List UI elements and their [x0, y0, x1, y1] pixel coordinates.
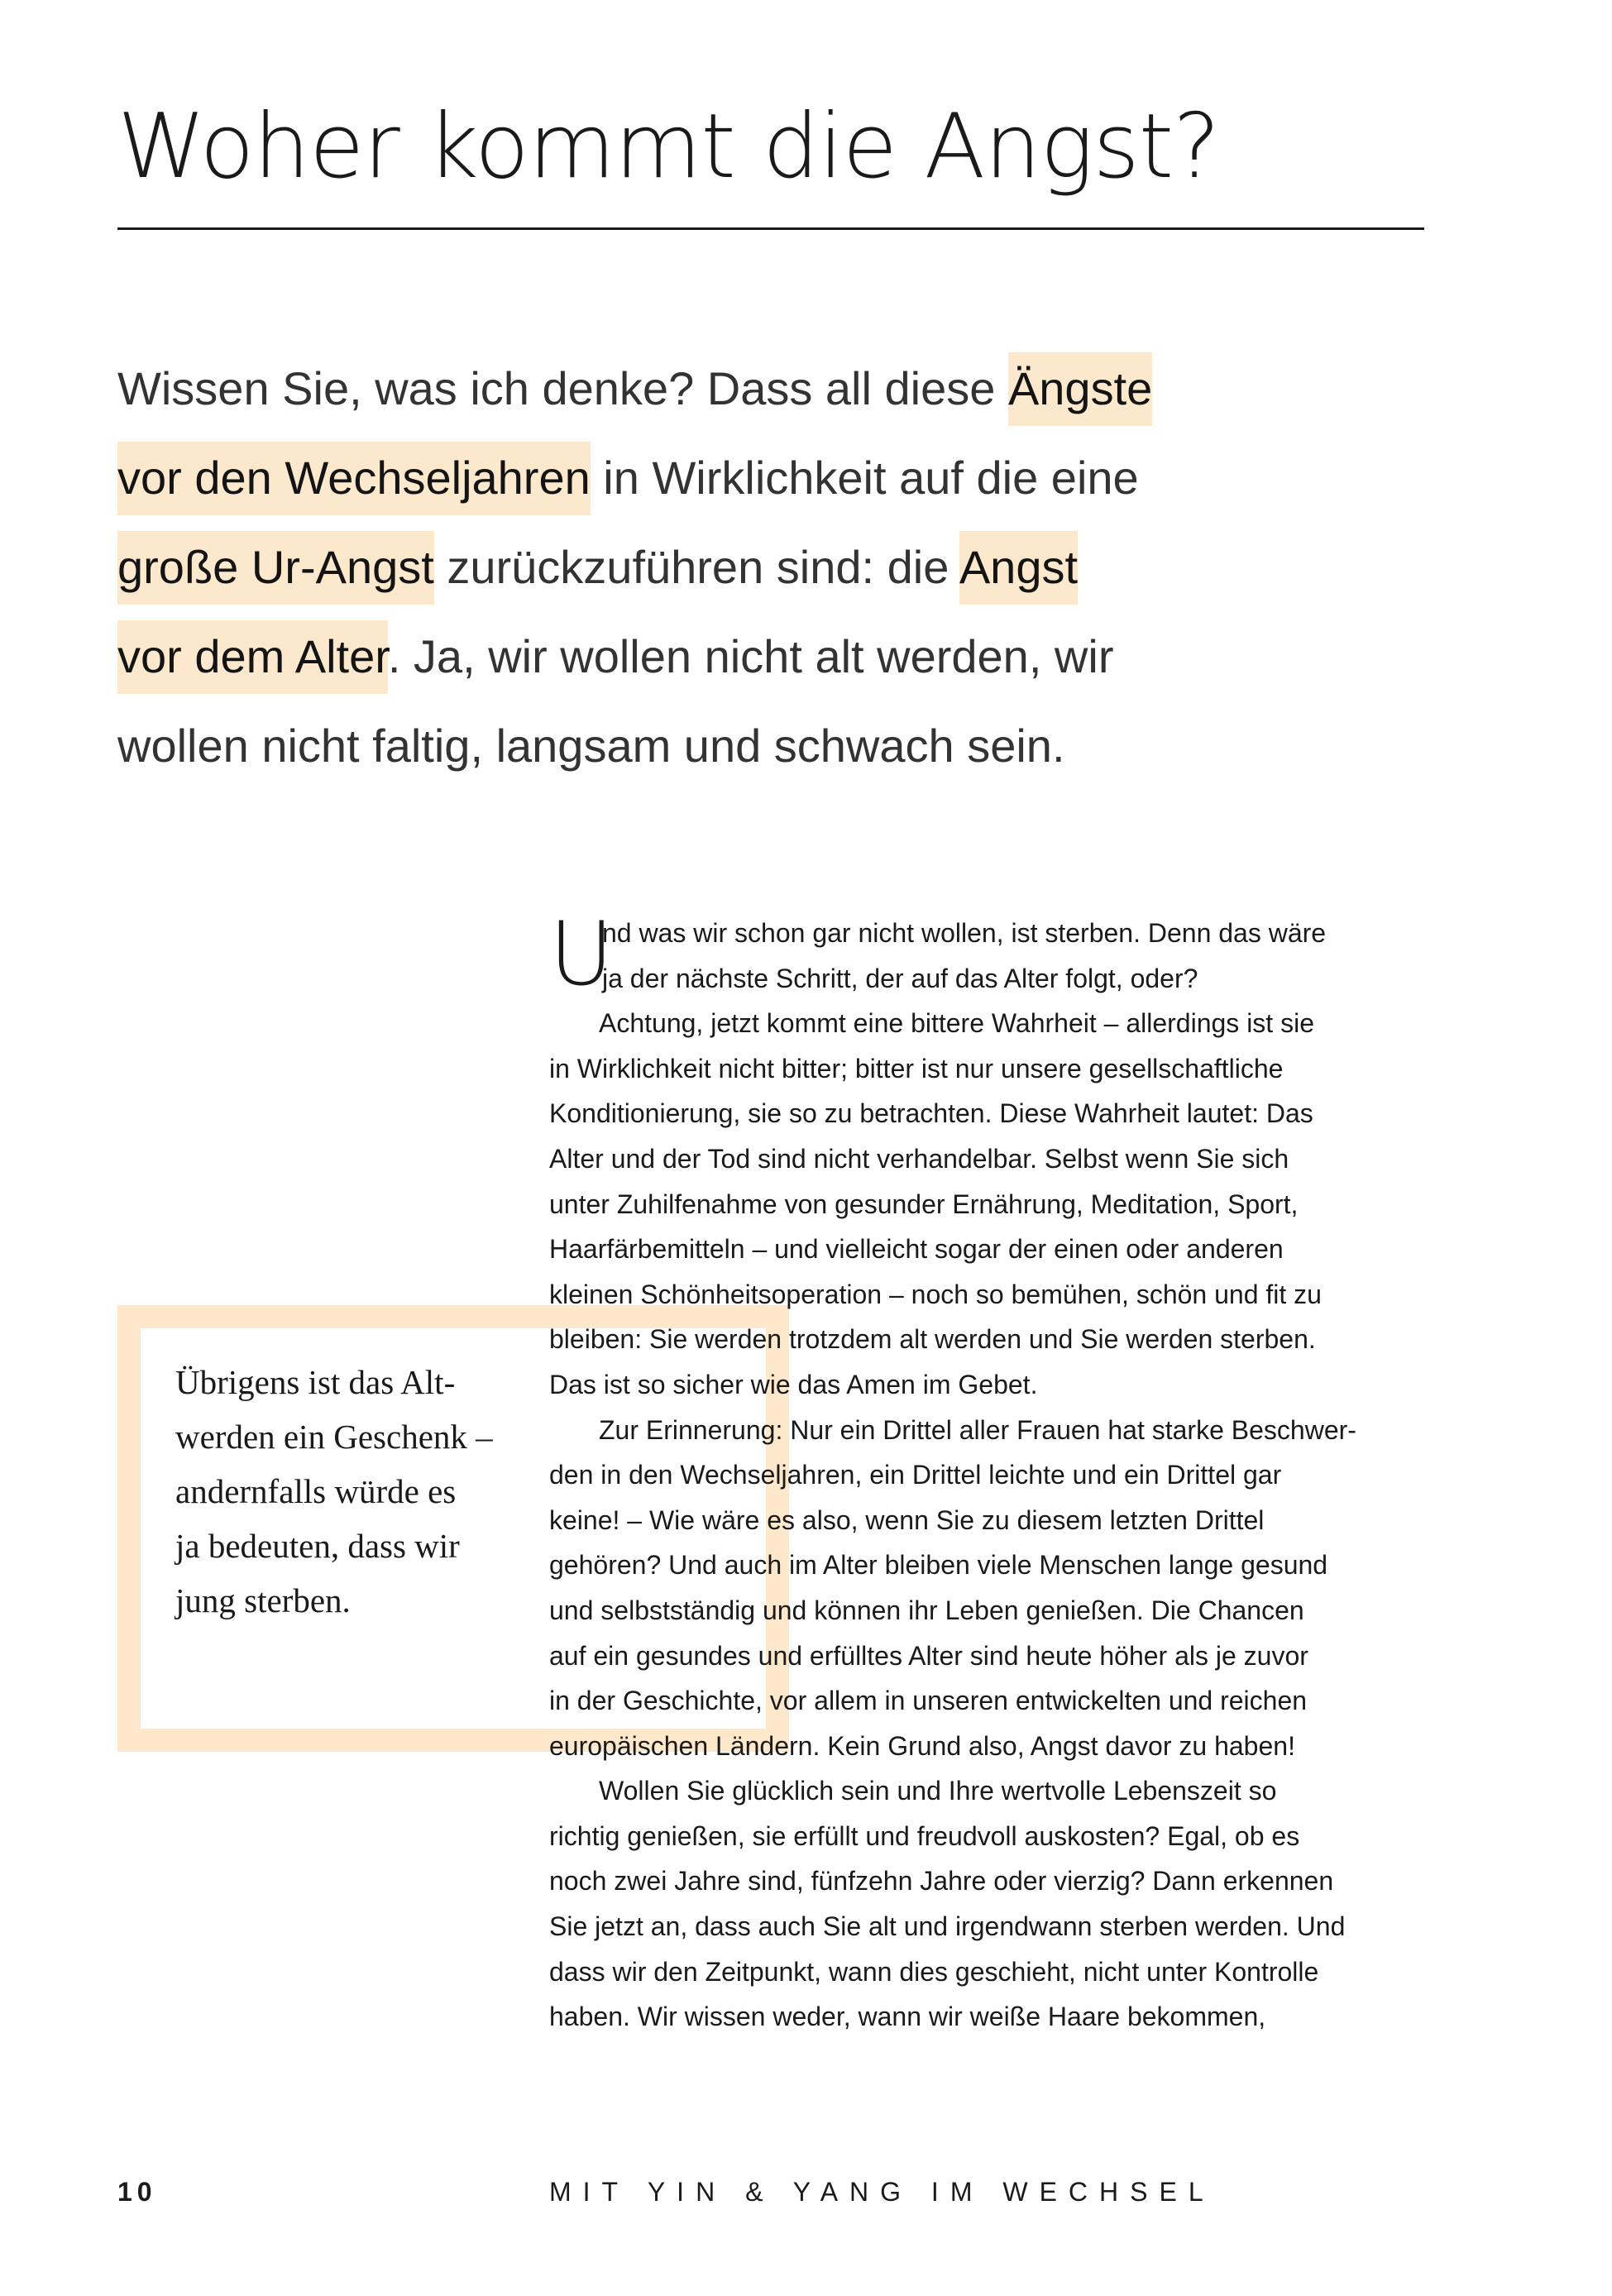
body-line: nd was wir schon gar nicht wollen, ist sterben. Denn das wäre [602, 918, 1327, 948]
intro-text: in Wirklichkeit auf die eine [590, 452, 1139, 504]
intro-highlight: vor den Wechseljahren [117, 442, 591, 515]
body-line: in Wirklichkeit nicht bitter; bitter ist nur unsere gesellschaftliche [549, 1053, 1284, 1083]
body-line: bleiben: Sie werden trotzdem alt werden und Sie werden sterben. [549, 1324, 1316, 1355]
intro-text: . Ja, wir wollen nicht alt werden, wir [387, 630, 1114, 682]
intro-highlight: Angst [959, 531, 1078, 605]
body-line: Wollen Sie glücklich sein und Ihre wertvolle Lebenszeit so [599, 1776, 1277, 1806]
body-line: Achtung, jetzt kommt eine bittere Wahrheit – allerdings ist sie [599, 1008, 1314, 1039]
quote-line: Übrigens ist das Alt- [175, 1363, 456, 1401]
intro-line [117, 433, 1408, 523]
body-line: Sie jetzt an, dass auch Sie alt und irgendwann sterben werden. Und [549, 1911, 1346, 1942]
intro-highlight: vor dem Alter [117, 620, 388, 694]
intro-text: zurückzuführen sind: die [433, 541, 959, 593]
body-text [549, 911, 1426, 2040]
body-line: richtig genießen, sie erfüllt und freudvoll auskosten? Egal, ob es [549, 1820, 1300, 1851]
body-line: auf ein gesundes und erfülltes Alter sind heute höher als je zuvor [549, 1640, 1308, 1671]
body-line: haben. Wir wissen weder, wann wir weiße Haare bekommen, [549, 2002, 1266, 2032]
body-line: Alter und der Tod sind nicht verhandelbar. Selbst wenn Sie sich [549, 1143, 1289, 1174]
quote-line: andernfalls würde es [175, 1472, 457, 1510]
page-number: 10 [117, 2177, 157, 2207]
drop-cap: U [549, 903, 614, 1005]
body-line: und selbstständig und können ihr Leben genießen. Die Chancen [549, 1595, 1304, 1625]
intro-line [117, 701, 1408, 791]
body-line: noch zwei Jahre sind, fünfzehn Jahre oder vierzig? Dann erkennen [549, 1866, 1334, 1897]
body-line: keine! – Wie wäre es also, wenn Sie zu diesem letzten Drittel [549, 1504, 1265, 1535]
body-line: Haarfärbemitteln – und vielleicht sogar der einen oder anderen [549, 1234, 1284, 1265]
running-footer-title: MIT YIN & YANG IM WECHSEL [549, 2177, 1215, 2207]
body-line: Das ist so sicher wie das Amen im Gebet. [549, 1369, 1038, 1399]
page-title: Woher kommt die Angst? [117, 95, 1220, 199]
intro-paragraph [117, 344, 1408, 791]
body-line: ja der nächste Schritt, der auf das Alter folgt, oder? [602, 963, 1198, 993]
intro-line [117, 523, 1408, 612]
quote-line: ja bedeuten, dass wir [175, 1527, 460, 1565]
intro-line [117, 612, 1408, 701]
title-rule [117, 227, 1424, 230]
quote-line: werden ein Geschenk – [175, 1418, 493, 1456]
body-line: Konditionierung, sie so zu betrachten. Diese Wahrheit lautet: Das [549, 1098, 1313, 1129]
pull-quote [175, 1355, 531, 1628]
body-line: unter Zuhilfenahme von gesunder Ernährung, Meditation, Sport, [549, 1189, 1299, 1219]
intro-highlight: große Ur-Angst [117, 531, 434, 605]
body-line: kleinen Schönheitsoperation – noch so bemühen, schön und fit zu [549, 1279, 1322, 1309]
body-line: europäischen Ländern. Kein Grund also, Angst davor zu haben! [549, 1730, 1295, 1761]
quote-line: jung sterben. [175, 1581, 351, 1619]
body-line: gehören? Und auch im Alter bleiben viele Menschen lange gesund [549, 1550, 1328, 1581]
body-line: in der Geschichte, vor allem in unseren entwickelten und reichen [549, 1686, 1308, 1716]
body-line: dass wir den Zeitpunkt, wann dies geschieht, nicht unter Kontrolle [549, 1956, 1319, 1987]
intro-highlight: Ängste [1008, 352, 1152, 426]
intro-text: wollen nicht faltig, langsam und schwach sein. [117, 720, 1065, 772]
body-line: Zur Erinnerung: Nur ein Drittel aller Frauen hat starke Beschwer- [599, 1414, 1356, 1445]
intro-line [117, 344, 1408, 433]
body-line: den in den Wechseljahren, ein Drittel leichte und ein Drittel gar [549, 1460, 1282, 1490]
intro-text: Wissen Sie, was ich denke? Dass all diese [117, 362, 1008, 414]
